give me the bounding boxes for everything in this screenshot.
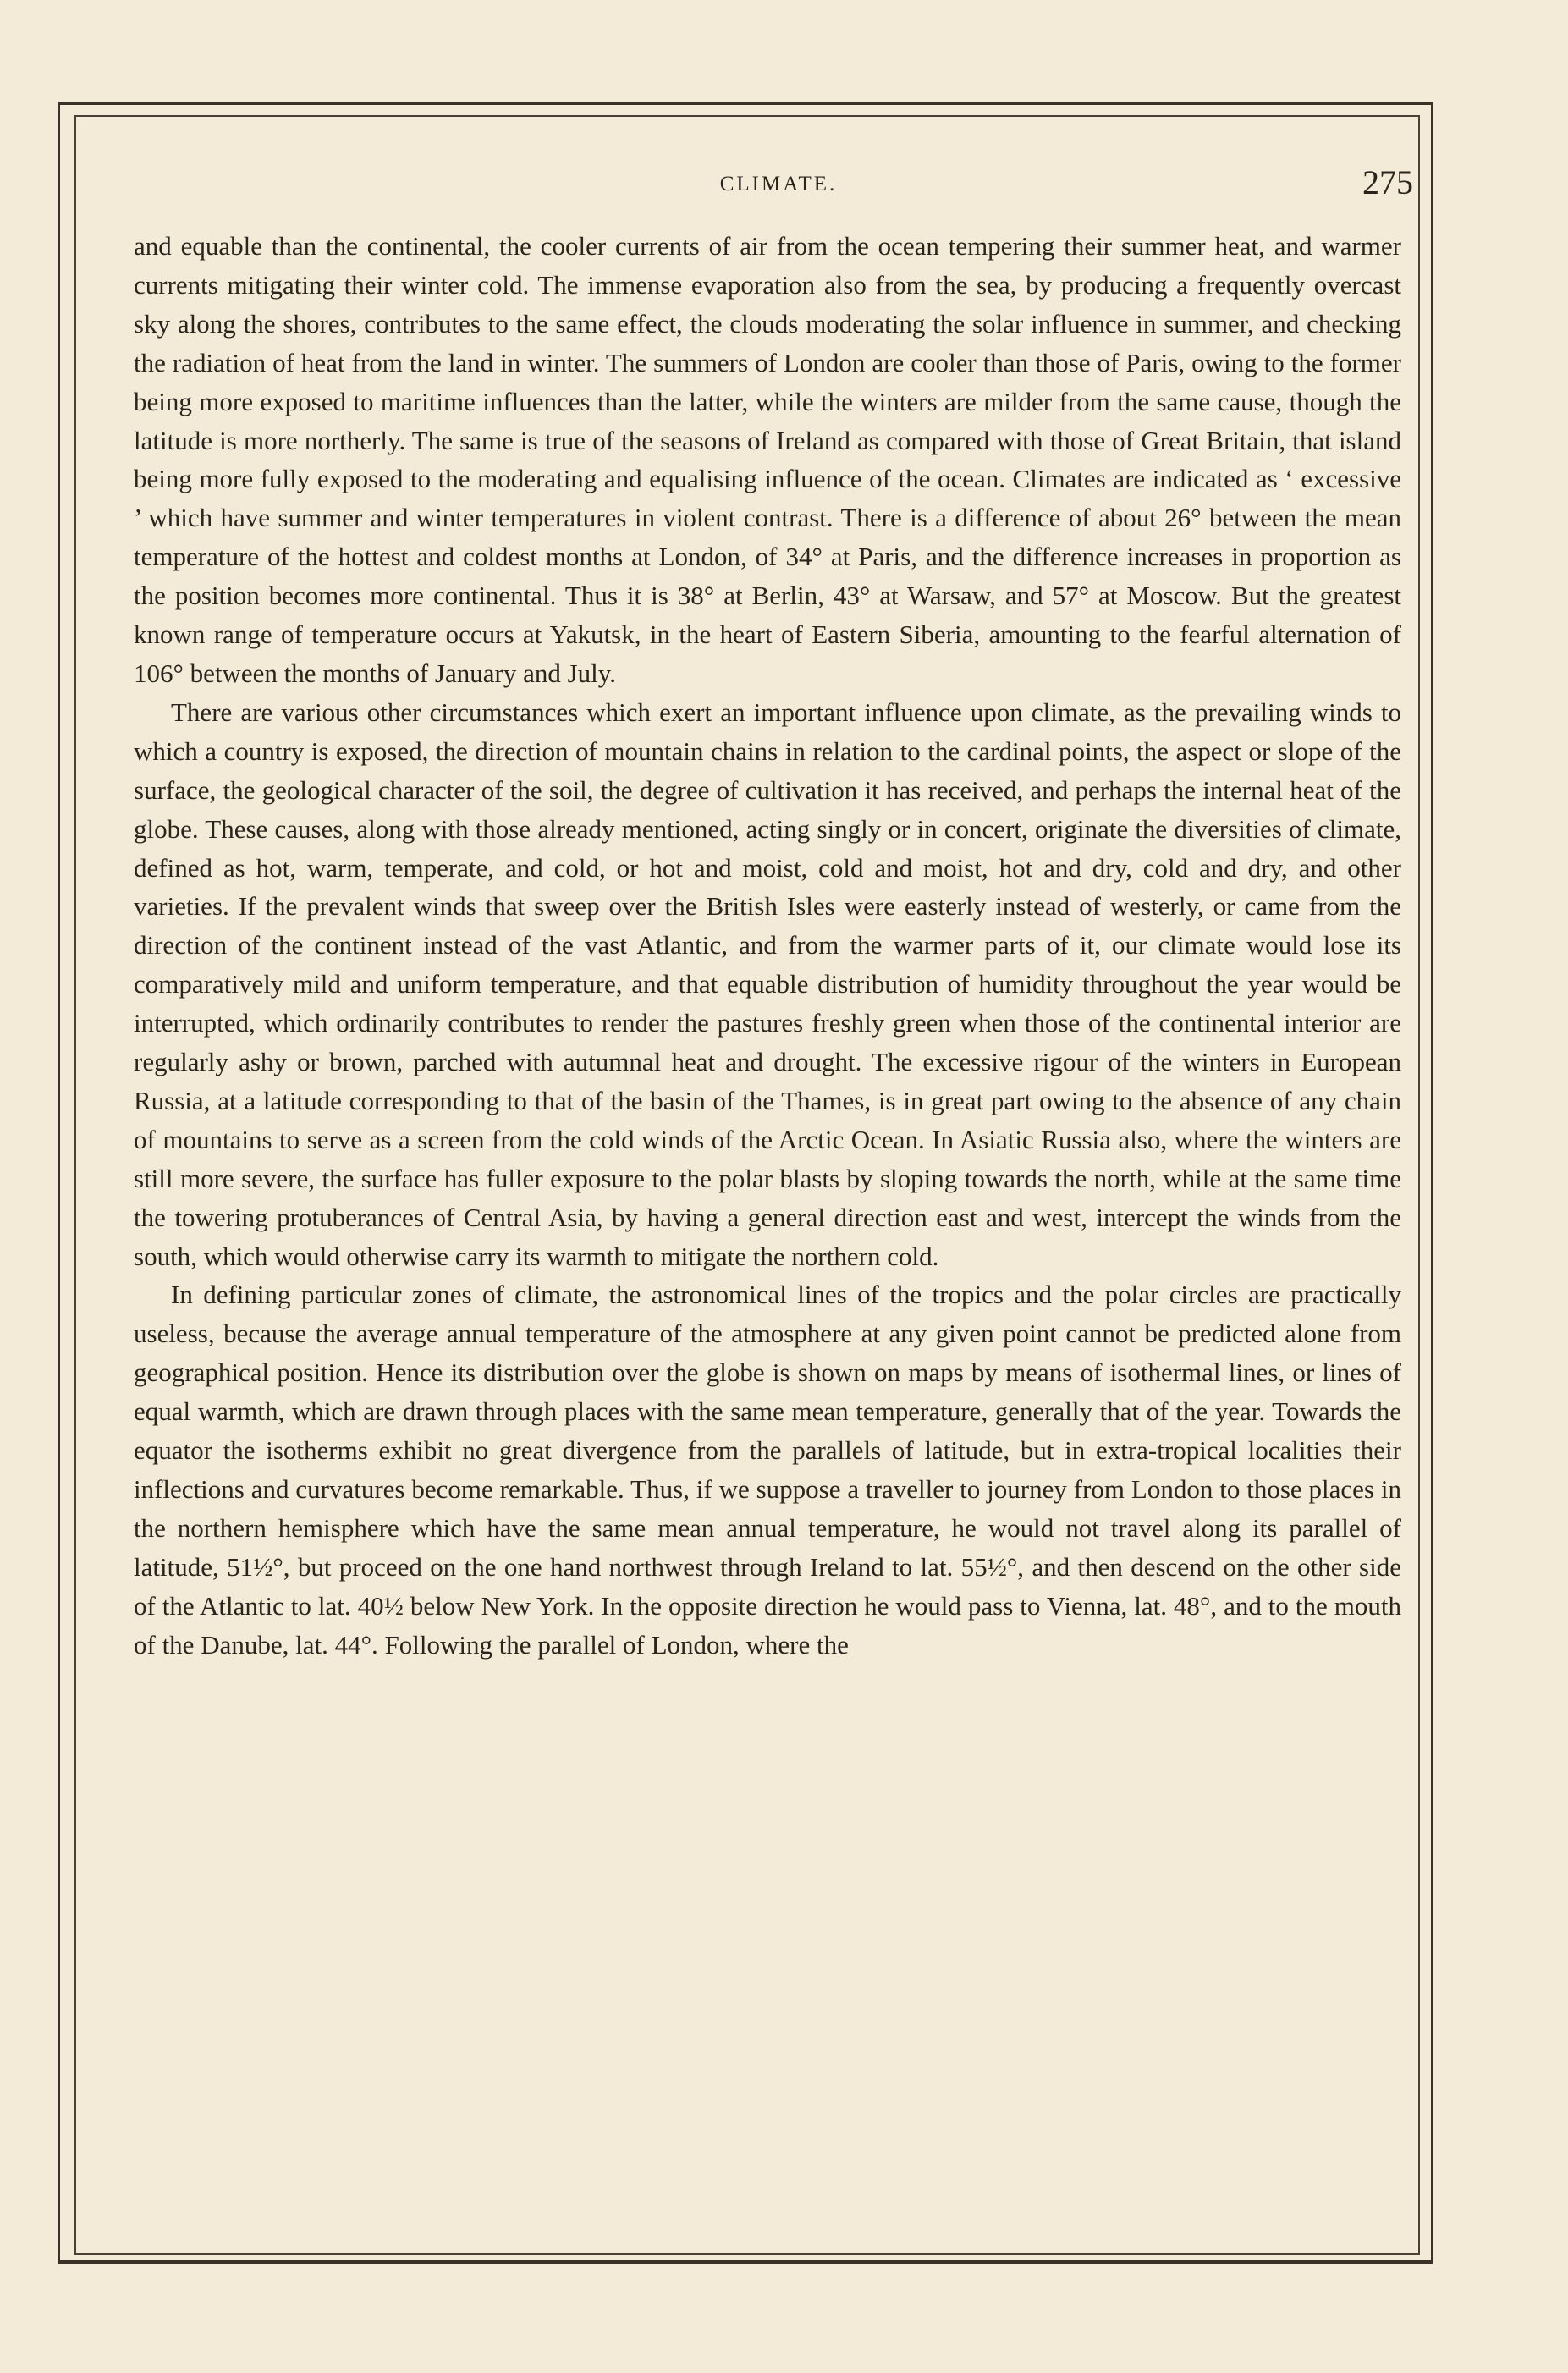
paragraph-1: and equable than the continental, the cooler currents of air from the ocean tempering their summer heat, and warmer currents mitigating their winter cold. The immense evaporation also from the sea, by producing a frequently overcast sky along the shores, contributes to the same effect, the clouds moderating the solar influence in summer, and checking the radiation of heat from the land in winter. The summers of London are cooler than those of Paris, owing to the former being more exposed to maritime influences than the latter, while the winters are milder from the same cause, though the latitude is more northerly. The same is true of the seasons of Ireland as compared with those of Great Britain, that island being more fully exposed to the moderating and equalising influence of the ocean. Climates are indicated as ‘ excessive ’ which have summer and winter temperatures in violent contrast. There is a difference of about 26° between the mean temperature of the hottest and coldest months at London, of 34° at Paris, and the difference increases in proportion as the position becomes more continental. Thus it is 38° at Berlin, 43° at Warsaw, and 57° at Moscow. But the greatest known range of temperature occurs at Yakutsk, in the heart of Eastern Siberia, amounting to the fearful alternation of 106° between the months of January and July. bbox=[134, 231, 1401, 688]
paragraph-3: In defining particular zones of climate, the astronomical lines of the tropics and the polar circles are practically useless, because the average annual temperature of the atmosphere at any given point cannot be predicted alone from geographical position. Hence its distribution over the globe is shown on maps by means of isothermal lines, or lines of equal warmth, which are drawn through places with the same mean temperature, generally that of the year. Towards the equator the isotherms exhibit no great divergence from the parallels of latitude, but in extra-tropical localities their inflections and curvatures become remarkable. Thus, if we suppose a traveller to journey from London to those places in the northern hemisphere which have the same mean annual temperature, he would not travel along its parallel of latitude, 51½°, but proceed on the one hand northwest through Ireland to lat. 55½°, and then descend on the other side of the Atlantic to lat. 40½ below New York. In the opposite direction he would pass to Vienna, lat. 48°, and to the mouth of the Danube, lat. 44°. Following the parallel of London, where the bbox=[134, 1280, 1401, 1660]
page-number: 275 bbox=[1362, 163, 1413, 201]
paragraph-2: There are various other circumstances which exert an important influence upon climate, as the prevailing winds to which a country is exposed, the direction of mountain chains in relation to the cardinal points, the aspect or slope of the surface, the geological character of the soil, the degree of cultivation it has received, and perhaps the internal heat of the globe. These causes, along with those already mentioned, acting singly or in concert, originate the diversities of climate, defined as hot, warm, temperate, and cold, or hot and moist, cold and moist, hot and dry, cold and dry, and other varieties. If the prevalent winds that sweep over the British Isles were easterly instead of westerly, or came from the direction of the continent instead of the vast Atlantic, and from the warmer parts of it, our climate would lose its comparatively mild and uniform temperature, and that equable distribution of humidity throughout the year would be interrupted, which ordinarily contributes to render the pastures freshly green when those of the continental interior are regularly ashy or brown, parched with autumnal heat and drought. The excessive rigour of the winters in European Russia, at a latitude corresponding to that of the basin of the Thames, is in great part owing to the absence of any chain of mountains to serve as a screen from the cold winds of the Arctic Ocean. In Asiatic Russia also, where the winters are still more severe, the surface has fuller exposure to the polar blasts by sloping towards the north, while at the same time the towering protuberances of Central Asia, by having a general direction east and west, intercept the winds from the south, which would otherwise carry its warmth to mitigate the northern cold. bbox=[134, 696, 1401, 1271]
text-body bbox=[134, 227, 1401, 1665]
page-header bbox=[127, 161, 1430, 212]
running-title: CLIMATE. bbox=[719, 173, 838, 195]
